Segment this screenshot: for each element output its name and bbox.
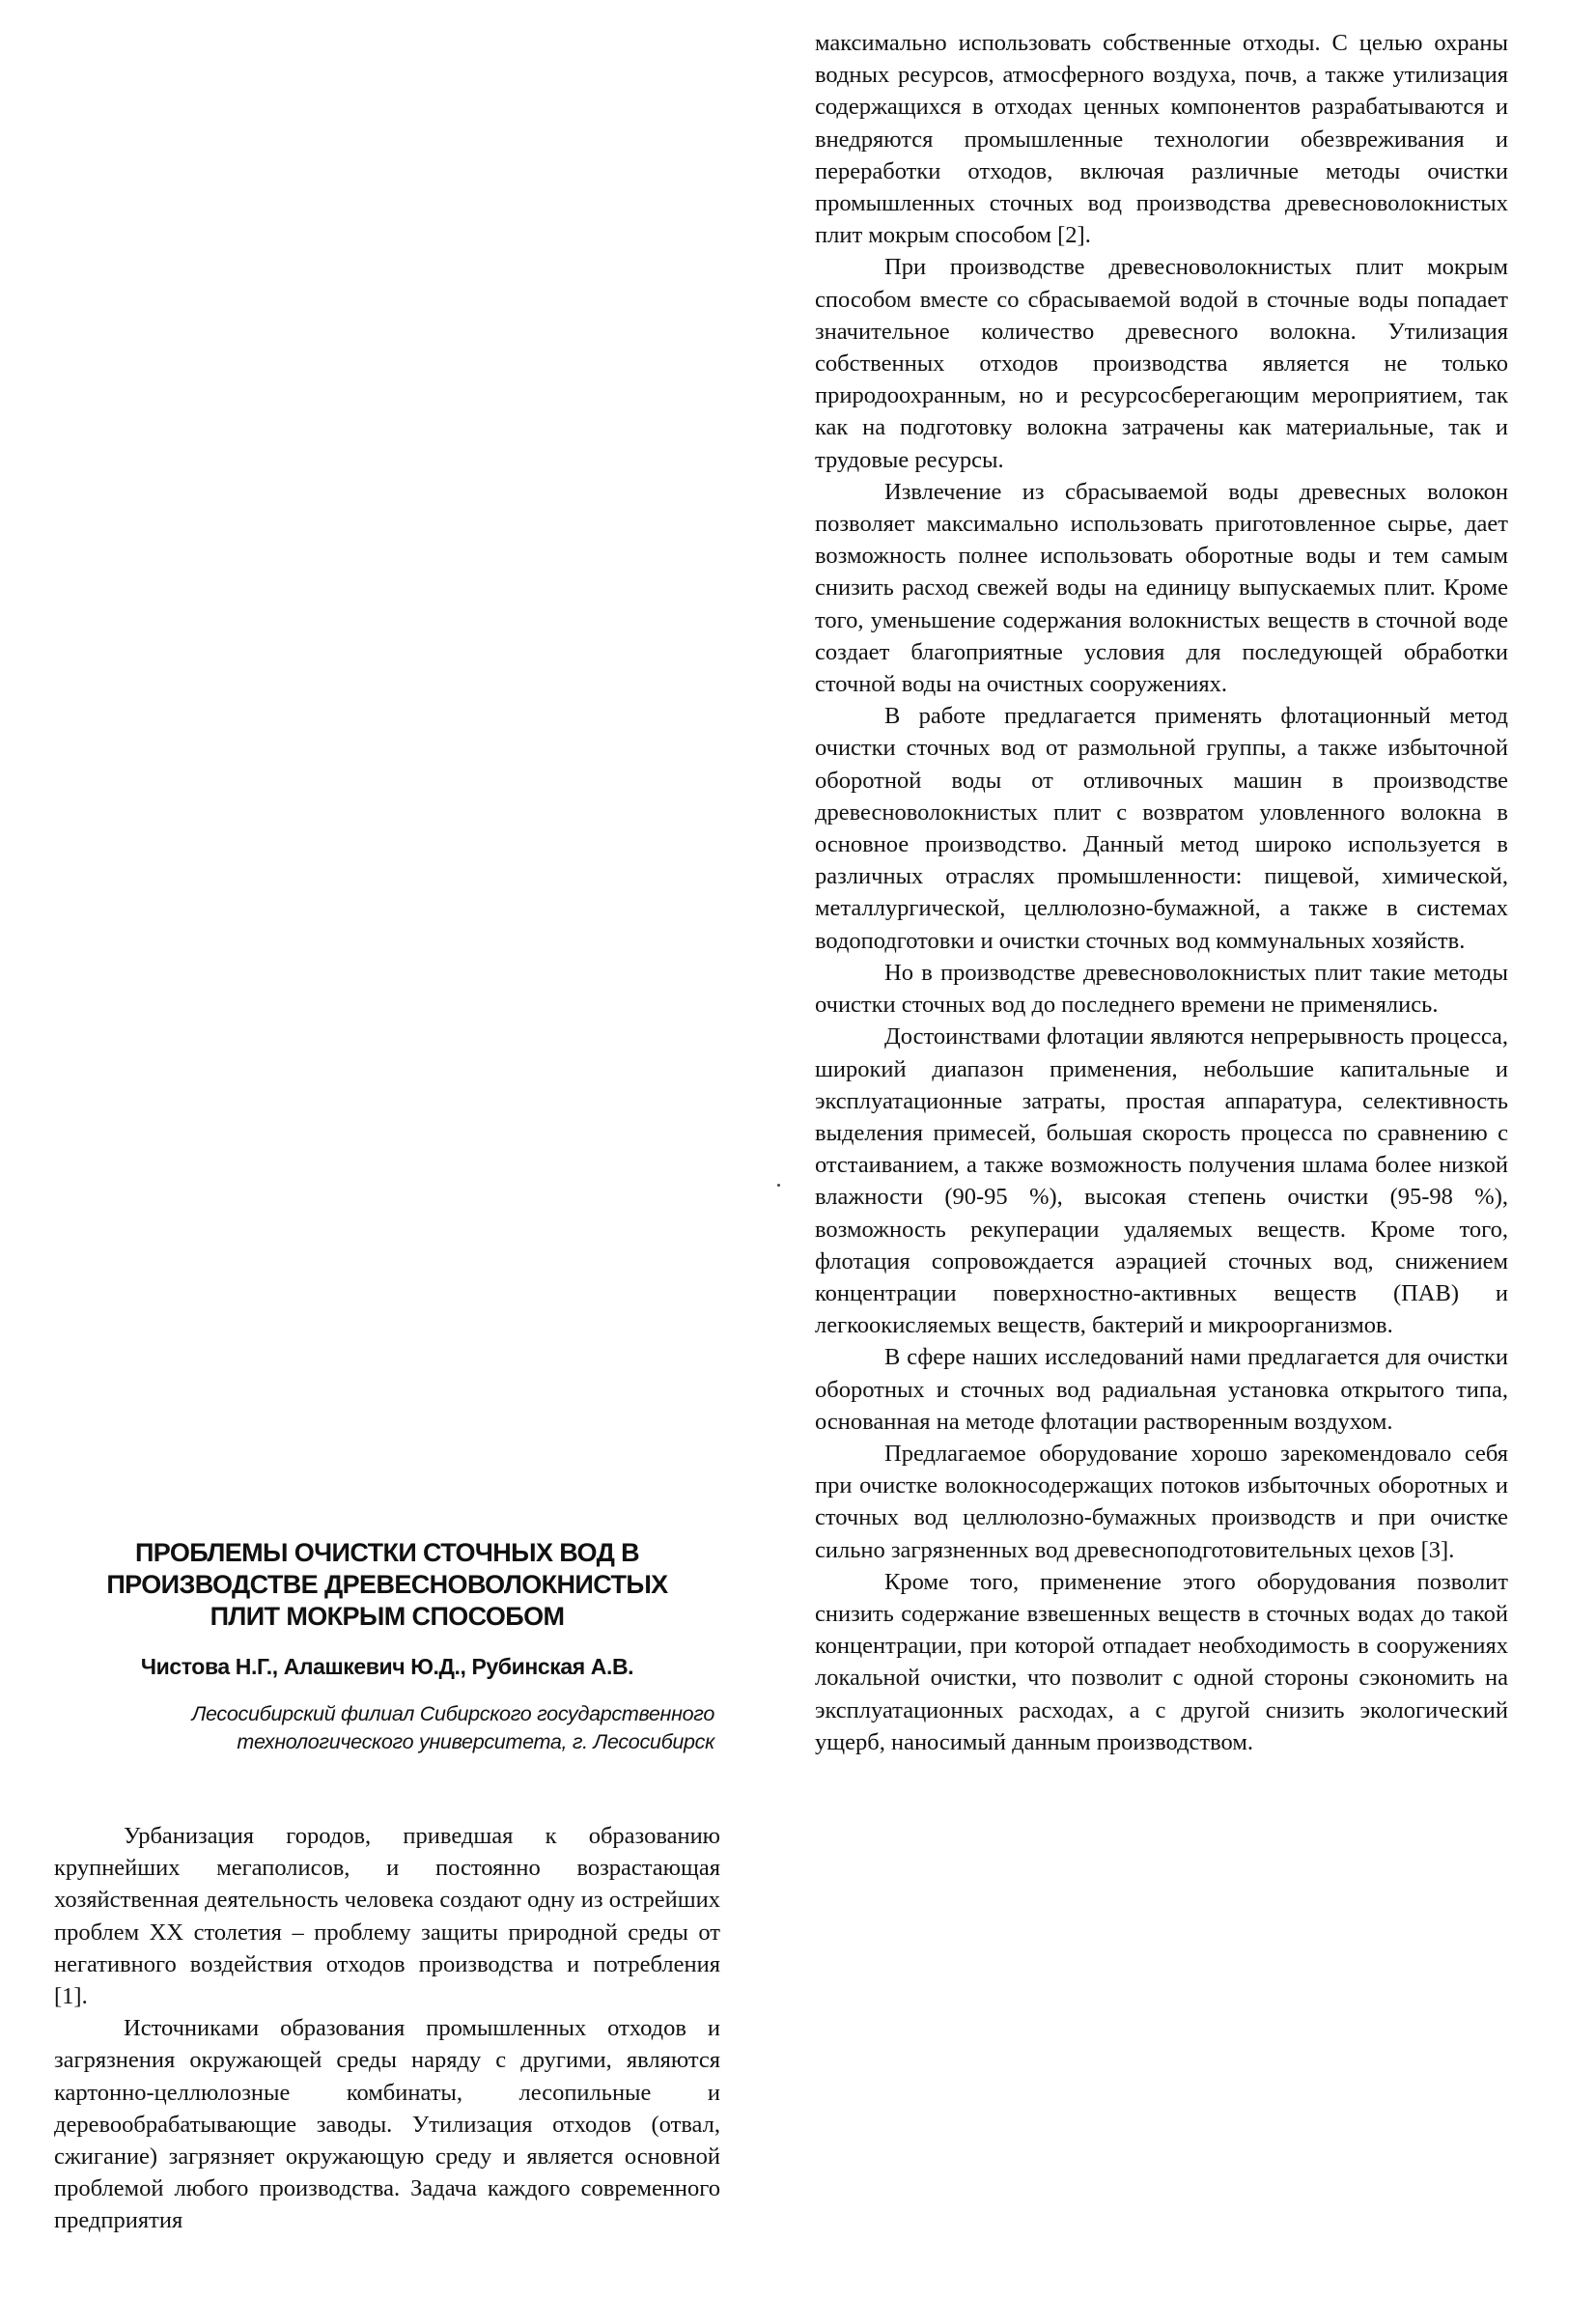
left-paragraph-1: Урбанизация городов, приведшая к образованию крупнейших мегаполисов, и постоянно возрастающая хозяйственная деятельность человека создают одну из острейших проблем XX столетия – проблему защиты природной среды от негативного воздействия отходов производства и потребления [1]. bbox=[54, 1823, 720, 2010]
left-column-body bbox=[54, 1820, 720, 2237]
right-paragraph-6: В сфере наших исследований нами предлагается для очистки оборотных и сточных вод радиальная установка открытого типа, основанная на методе флотации растворенным воздухом. bbox=[815, 1344, 1508, 1435]
right-paragraph-1: При производстве древесноволокнистых плит мокрым способом вместе со сбрасываемой водой в сточные воды попадает значительное количество древесного волокна. Утилизация собственных отходов производства является не только природоохранным, но и ресурсосберегающим мероприятием, так как на подготовку волокна затрачены как материальные, так и трудовые ресурсы. bbox=[815, 254, 1508, 473]
right-paragraph-5: Достоинствами флотации являются непрерывность процесса, широкий диапазон применения, небольшие капитальные и эксплуатационные затраты, простая аппаратура, селективность выделения примесей, большая скорость процесса по сравнению с отстаиванием, а также возможность получения шлама более низкой влажности (90-95 %), высокая степень очистки (95-98 %), возможность рекуперации удаляемых веществ. Кроме того, флотация сопровождается аэрацией сточных вод, снижением концентрации поверхностно-активных веществ (ПАВ) и легкоокисляемых веществ, бактерий и микроорганизмов. bbox=[815, 1023, 1508, 1339]
scan-speck bbox=[777, 1184, 780, 1187]
affiliation bbox=[54, 1700, 720, 1756]
article-header bbox=[54, 1537, 720, 1756]
authors-line: Чистова Н.Г., Алашкевич Ю.Д., Рубинская А.В. bbox=[140, 1654, 634, 1679]
title-line-1: ПРОБЛЕМЫ ОЧИСТКИ СТОЧНЫХ ВОД В bbox=[134, 1538, 640, 1567]
right-paragraph-4: Но в производстве древесноволокнистых плит такие методы очистки сточных вод до последнего времени не применялись. bbox=[815, 959, 1508, 1019]
article-title bbox=[54, 1537, 720, 1633]
right-paragraph-3: В работе предлагается применять флотационный метод очистки сточных вод от размольной группы, а также избыточной оборотной воды от отливочных машин в производстве древесноволокнистых плит с возвратом уловленного волокна в основное производство. Данный метод широко используется в различных отраслях промышленности: пищевой, химической, металлургической, целлюлозно-бумажной, а также в системах водоподготовки и очистки сточных вод коммунальных хозяйств. bbox=[815, 703, 1508, 954]
title-line-2: ПРОИЗВОДСТВЕ ДРЕВЕСНОВОЛОКНИСТЫХ bbox=[106, 1570, 668, 1599]
right-paragraph-continued: максимально использовать собственные отходы. С целью охраны водных ресурсов, атмосферного воздуха, почв, а также утилизация содержащихся в отходах ценных компонентов разрабатываются и внедряются промышленные технологии обезвреживания и переработки отходов, включая различные методы очистки промышленных сточных вод производства древесноволокнистых плит мокрым способом [2]. bbox=[815, 30, 1508, 249]
title-line-3: ПЛИТ МОКРЫМ СПОСОБОМ bbox=[210, 1602, 565, 1631]
right-column-body bbox=[815, 27, 1508, 1758]
affiliation-line-1: Лесосибирский филиал Сибирского государственного bbox=[191, 1702, 714, 1725]
right-paragraph-7: Предлагаемое оборудование хорошо зарекомендовало себя при очистке волокносодержащих потоков избыточных оборотных и сточных вод целлюлозно-бумажных производств и при очистке сильно загрязненных вод древесноподготовительных цехов [3]. bbox=[815, 1440, 1508, 1563]
affiliation-line-2: технологического университета, г. Лесосибирск bbox=[237, 1730, 714, 1753]
right-paragraph-8: Кроме того, применение этого оборудования позволит снизить содержание взвешенных веществ в сточных водах до такой концентрации, при которой отпадает необходимость в сооружениях локальной очистки, что позволит с одной стороны сэкономить на эксплуатационных расходах, а с другой снизить экологический ущерб, наносимый данным производством. bbox=[815, 1568, 1508, 1755]
left-paragraph-2: Источниками образования промышленных отходов и загрязнения окружающей среды наряду с другими, являются картонно-целлюлозные комбинаты, лесопильные и деревообрабатывающие заводы. Утилизация отходов (отвал, сжигание) загрязняет окружающую среду и является основной проблемой любого производства. Задача каждого современного предприятия bbox=[54, 2015, 720, 2234]
right-paragraph-2: Извлечение из сбрасываемой воды древесных волокон позволяет максимально использовать приготовленное сырье, дает возможность полнее использовать оборотные воды и тем самым снизить расход свежей воды на единицу выпускаемых плит. Кроме того, уменьшение содержания волокнистых веществ в сточной воде создает благоприятные условия для последующей обработки сточной воды на очистных сооружениях. bbox=[815, 478, 1508, 698]
